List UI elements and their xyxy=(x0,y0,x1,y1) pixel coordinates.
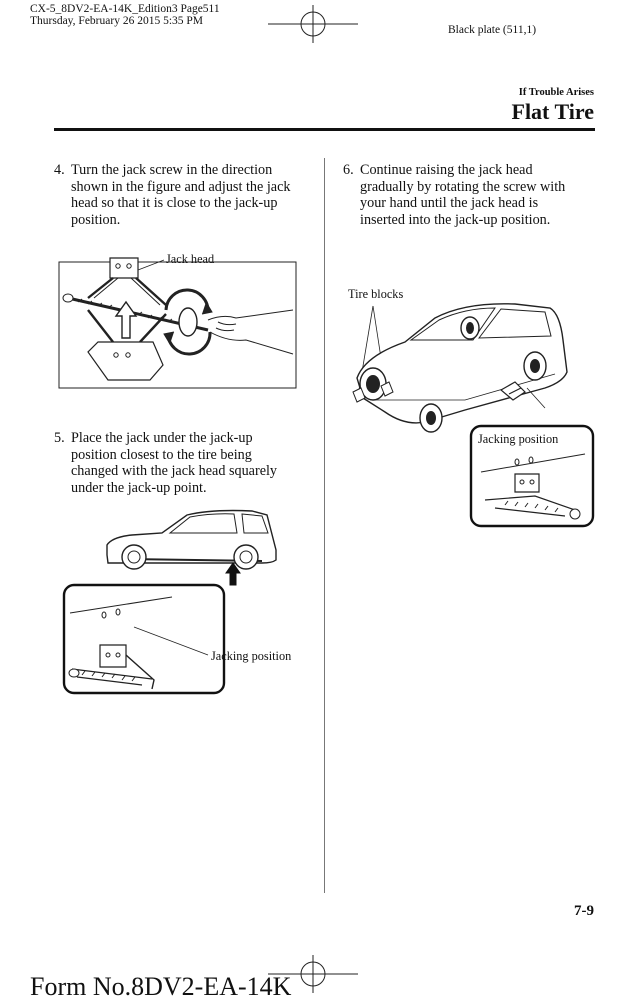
page-number: 7-9 xyxy=(574,903,594,919)
jack-head-label: Jack head xyxy=(166,252,215,266)
step-6 xyxy=(343,162,603,232)
print-date-line: Thursday, February 26 2015 5:35 PM xyxy=(30,15,204,27)
raised-car-figure xyxy=(345,300,600,530)
tire-blocks-label: Tire blocks xyxy=(348,287,404,301)
jacking-position-label-2: Jacking position xyxy=(478,432,559,446)
title-rule xyxy=(54,128,595,131)
file-info-line: CX-5_8DV2-EA-14K_Edition3 Page511 xyxy=(30,3,220,15)
form-number: Form No.8DV2-EA-14K xyxy=(30,972,292,1001)
step-text: Place the jack under the jack-up position closest to the tire being changed with the jack head squarely under the jack-up point. xyxy=(71,430,278,496)
step-text: Turn the jack screw in the direction shown in the figure and adjust the jack head so that it is close to the jack-up position. xyxy=(71,162,291,228)
column-divider xyxy=(324,158,325,893)
trim-line-top xyxy=(0,23,633,25)
step-4 xyxy=(54,162,319,232)
page-title: Flat Tire xyxy=(511,99,594,124)
car-side-view-figure xyxy=(62,505,302,695)
step-5 xyxy=(54,430,319,500)
section-category: If Trouble Arises xyxy=(518,87,594,98)
step-number: 4. xyxy=(54,162,65,178)
plate-info: Black plate (511,1) xyxy=(448,24,537,36)
step-number: 5. xyxy=(54,430,65,446)
step-text: Continue raising the jack head gradually by rotating the screw with your hand until the jack head is inserted into the jack-up position. xyxy=(360,162,566,228)
step-number: 6. xyxy=(343,162,354,178)
jacking-position-label: Jacking position xyxy=(211,649,292,663)
jack-figure xyxy=(58,250,298,390)
